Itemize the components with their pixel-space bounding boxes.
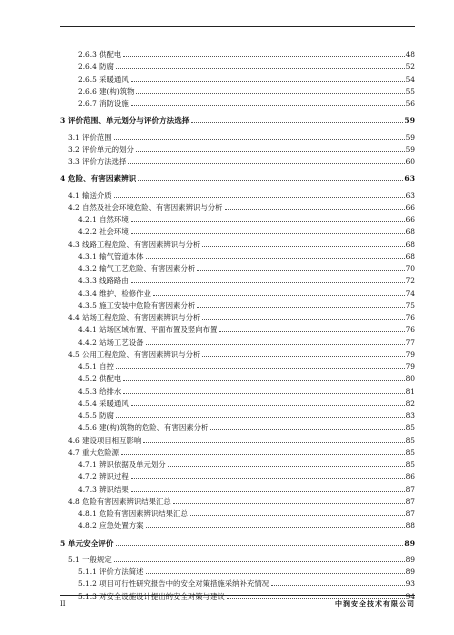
toc-dot-leader bbox=[131, 233, 405, 234]
toc-dot-leader bbox=[123, 56, 404, 57]
toc-entry[interactable] bbox=[78, 371, 415, 383]
toc-entry[interactable] bbox=[78, 359, 415, 371]
toc-entry-page: 59 bbox=[405, 144, 415, 154]
toc-entry-page: 85 bbox=[405, 423, 415, 433]
toc-entry[interactable] bbox=[68, 445, 415, 457]
toc-entry-label: 4.4.1 站场区域布置、平面布置及竖向布置 bbox=[78, 325, 218, 335]
toc-entry-page: 56 bbox=[405, 99, 415, 108]
toc-entry-page: 68 bbox=[405, 227, 415, 237]
toc-entry[interactable] bbox=[78, 506, 415, 518]
toc-entry[interactable] bbox=[68, 142, 415, 154]
toc-entry-page: 94 bbox=[405, 591, 415, 601]
toc-entry[interactable] bbox=[78, 47, 415, 59]
toc-entry[interactable] bbox=[78, 261, 415, 273]
toc-entry-label: 4.7.1 辨识依据及单元划分 bbox=[78, 460, 166, 469]
toc-entry-page: 93 bbox=[405, 579, 415, 589]
toc-dot-leader bbox=[131, 282, 405, 283]
toc-entry-page: 87 bbox=[405, 484, 415, 494]
toc-entry-label: 2.6.3 供配电 bbox=[78, 50, 122, 59]
toc-entry-label: 4.5.1 自控 bbox=[78, 362, 114, 371]
toc-entry-page: 59 bbox=[404, 116, 415, 126]
toc-dot-leader bbox=[173, 503, 405, 504]
toc-entry[interactable] bbox=[68, 237, 415, 249]
toc-entry-label: 3.3 评价方法选择 bbox=[68, 157, 127, 166]
toc-entry-page: 68 bbox=[405, 251, 415, 261]
toc-entry-label: 4.7 重大危险源 bbox=[68, 447, 120, 457]
toc-entry-page: 80 bbox=[405, 374, 415, 384]
toc-entry-label: 4 危险、有害因素辨识 bbox=[60, 174, 137, 184]
toc-entry-label: 4.5.4 采暖通风 bbox=[78, 398, 129, 408]
toc-entry-label: 5.1 一般规定 bbox=[68, 554, 112, 564]
toc-entry-page: 86 bbox=[405, 472, 415, 482]
toc-dot-leader bbox=[114, 561, 405, 562]
toc-entry[interactable] bbox=[78, 322, 415, 334]
toc-dot-leader bbox=[210, 429, 404, 430]
toc-entry-label: 4.3.1 输气管道本体 bbox=[78, 251, 144, 261]
toc-entry-label: 2.6.5 采暖通风 bbox=[78, 74, 129, 84]
toc-entry[interactable] bbox=[78, 96, 415, 108]
toc-entry-label: 4.5.3 给排水 bbox=[78, 386, 122, 396]
toc-entry-page: 66 bbox=[405, 215, 415, 224]
toc-entry-page: 85 bbox=[405, 460, 415, 469]
toc-entry-page: 68 bbox=[405, 239, 415, 249]
toc-entry-label: 4.7.3 辨识结果 bbox=[78, 484, 129, 494]
toc-dot-leader bbox=[121, 454, 405, 455]
toc-entry-label: 5 单元安全评价 bbox=[60, 538, 114, 548]
toc-entry[interactable] bbox=[78, 273, 415, 285]
toc-entry[interactable] bbox=[78, 249, 415, 261]
toc-entry-label: 3.2 评价单元的划分 bbox=[68, 144, 134, 154]
toc-entry-page: 72 bbox=[405, 276, 415, 286]
toc-entry-label: 4.3.2 输气工艺危险、有害因素分析 bbox=[78, 264, 196, 273]
toc-entry-page: 59 bbox=[405, 132, 415, 142]
toc-dot-leader bbox=[219, 331, 404, 332]
footer-company: 中润安全技术有限公司 bbox=[335, 599, 415, 608]
toc-entry[interactable] bbox=[68, 130, 415, 142]
toc-entry-label: 4.8.1 危险有害因素辨识结果汇总 bbox=[78, 509, 188, 518]
toc-entry-page: 89 bbox=[405, 554, 415, 564]
toc-entry-page: 81 bbox=[405, 386, 415, 396]
toc-entry-label: 4.1 输送介质 bbox=[68, 190, 112, 200]
toc-entry-page: 74 bbox=[405, 288, 415, 298]
toc-dot-leader bbox=[143, 442, 404, 443]
toc-entry-label: 4.5.2 供配电 bbox=[78, 374, 122, 384]
toc-dot-leader bbox=[136, 93, 404, 94]
toc-dot-leader bbox=[114, 139, 405, 140]
toc-entry-page: 77 bbox=[405, 337, 415, 347]
toc-entry-page: 79 bbox=[405, 349, 415, 359]
toc-dot-leader bbox=[131, 405, 405, 406]
toc-entry[interactable] bbox=[78, 298, 415, 310]
toc-dot-leader bbox=[116, 368, 405, 369]
toc-dot-leader bbox=[136, 151, 405, 152]
toc-dot-leader bbox=[116, 417, 405, 418]
toc-entry-label: 4.2.2 社会环境 bbox=[78, 227, 129, 237]
toc-entry-label: 5.1.1 评价方法简述 bbox=[78, 567, 144, 576]
toc-dot-leader bbox=[271, 585, 404, 586]
toc-entry-label: 4.6 建设项目相互影响 bbox=[68, 435, 142, 445]
toc-entry-page: 63 bbox=[404, 174, 415, 184]
toc-entry-label: 2.6.6 建(构)筑物 bbox=[78, 86, 135, 96]
toc-dot-leader bbox=[168, 466, 405, 467]
toc-dot-leader bbox=[138, 180, 403, 181]
toc-entry-label: 4.5.6 建(构)筑物的危险、有害因素分析 bbox=[78, 423, 209, 433]
toc-entry-label: 4.8.2 应急处置方案 bbox=[78, 521, 144, 531]
toc-entry[interactable] bbox=[78, 59, 415, 71]
toc-entry[interactable] bbox=[68, 347, 415, 359]
toc-dot-leader bbox=[131, 491, 405, 492]
page-footer bbox=[60, 598, 415, 610]
toc-entry-label: 4.5.5 防腐 bbox=[78, 411, 114, 420]
toc-entry-label: 4.3.3 线路路由 bbox=[78, 276, 129, 286]
toc-dot-leader bbox=[190, 515, 405, 516]
toc-entry-page: 85 bbox=[405, 435, 415, 445]
toc-entry-label: 5.1.2 项目可行性研究报告中的安全对策措施采纳补充情况 bbox=[78, 579, 270, 589]
toc-entry[interactable] bbox=[78, 396, 415, 408]
toc-entry-label: 4.8 危险有害因素辨识结果汇总 bbox=[68, 496, 171, 506]
toc-entry[interactable] bbox=[60, 113, 415, 125]
toc-dot-leader bbox=[202, 246, 404, 247]
toc-dot-leader bbox=[123, 393, 404, 394]
toc-entry-label: 5.1.3 对安全设施设计提出的安全对策与建议 bbox=[78, 591, 225, 601]
toc-entry-label: 4.3 线路工程危险、有害因素辨识与分析 bbox=[68, 239, 201, 249]
toc-dot-leader bbox=[131, 221, 405, 222]
toc-entry-page: 89 bbox=[405, 567, 415, 576]
header-rule bbox=[60, 26, 415, 27]
toc-entry-label: 4.5 公用工程危险、有害因素辨识与分析 bbox=[68, 349, 201, 359]
footer-rule bbox=[60, 595, 415, 596]
toc-entry[interactable] bbox=[68, 494, 415, 506]
toc-entry[interactable] bbox=[68, 310, 415, 322]
toc-entry-page: 76 bbox=[405, 313, 415, 322]
toc-entry[interactable] bbox=[78, 469, 415, 481]
toc-dot-leader bbox=[116, 68, 405, 69]
toc-dot-leader bbox=[153, 295, 405, 296]
toc-entry-page: 87 bbox=[405, 496, 415, 506]
toc-entry[interactable] bbox=[60, 536, 415, 548]
toc-entry[interactable] bbox=[78, 224, 415, 236]
toc-entry-page: 83 bbox=[405, 411, 415, 420]
toc-entry-page: 87 bbox=[405, 509, 415, 518]
toc-dot-leader bbox=[131, 478, 405, 479]
toc-entry[interactable] bbox=[78, 212, 415, 224]
toc-entry[interactable] bbox=[78, 518, 415, 530]
toc-dot-leader bbox=[114, 197, 405, 198]
toc-dot-leader bbox=[146, 344, 405, 345]
toc-entry[interactable] bbox=[78, 286, 415, 298]
toc-dot-leader bbox=[202, 356, 404, 357]
toc-entry[interactable] bbox=[78, 482, 415, 494]
toc-dot-leader bbox=[116, 545, 404, 546]
toc-entry-page: 55 bbox=[405, 86, 415, 96]
toc-entry-label: 2.6.7 消防设施 bbox=[78, 99, 129, 108]
toc-entry-page: 66 bbox=[405, 202, 415, 212]
toc-entry-page: 63 bbox=[405, 190, 415, 200]
toc-dot-leader bbox=[225, 209, 405, 210]
toc-entry[interactable] bbox=[78, 84, 415, 96]
toc-entry[interactable] bbox=[68, 200, 415, 212]
toc-entry-label: 3.1 评价范围 bbox=[68, 132, 112, 142]
footer-page-number: II bbox=[60, 600, 66, 608]
toc-entry[interactable] bbox=[68, 433, 415, 445]
toc-entry[interactable] bbox=[78, 457, 415, 469]
toc-entry-label: 4.7.2 辨识过程 bbox=[78, 472, 129, 482]
toc-entry[interactable] bbox=[68, 154, 415, 166]
toc-entry[interactable] bbox=[78, 420, 415, 432]
toc-entry-page: 79 bbox=[405, 362, 415, 371]
toc-dot-leader bbox=[146, 258, 405, 259]
toc-entry[interactable] bbox=[78, 576, 415, 588]
toc-entry[interactable] bbox=[68, 188, 415, 200]
toc-entry-page: 76 bbox=[405, 325, 415, 335]
toc-dot-leader bbox=[197, 307, 404, 308]
toc-entry[interactable] bbox=[78, 408, 415, 420]
toc-entry[interactable] bbox=[78, 335, 415, 347]
toc-dot-leader bbox=[131, 105, 405, 106]
toc-entry-page: 70 bbox=[405, 264, 415, 273]
toc-entry[interactable] bbox=[78, 564, 415, 576]
toc-entry-label: 4.3.5 施工安装中危险有害因素分析 bbox=[78, 300, 196, 310]
toc-dot-leader bbox=[146, 573, 405, 574]
toc-entry[interactable] bbox=[60, 171, 415, 183]
toc-entry[interactable] bbox=[78, 72, 415, 84]
toc-entry-label: 4.3.4 维护、检修作业 bbox=[78, 288, 151, 298]
toc-entry[interactable] bbox=[68, 552, 415, 564]
toc-entry-label: 4.2 自然及社会环境危险、有害因素辨识与分析 bbox=[68, 202, 223, 212]
toc-entry-page: 89 bbox=[404, 538, 415, 548]
toc-entry-page: 75 bbox=[405, 300, 415, 310]
toc-dot-leader bbox=[191, 122, 403, 123]
toc-entry-page: 82 bbox=[405, 398, 415, 408]
toc-entry-page: 60 bbox=[405, 157, 415, 166]
toc-entry-label: 2.6.4 防腐 bbox=[78, 62, 114, 72]
toc-entry-label: 4.2.1 自然环境 bbox=[78, 215, 129, 224]
toc-dot-leader bbox=[146, 527, 405, 528]
toc-dot-leader bbox=[131, 81, 405, 82]
toc-entry-label: 3 评价范围、单元划分与评价方法选择 bbox=[60, 116, 190, 126]
toc-dot-leader bbox=[197, 270, 404, 271]
toc-entry-page: 48 bbox=[405, 50, 415, 59]
toc-entry-page: 88 bbox=[405, 521, 415, 531]
toc-dot-leader bbox=[202, 319, 404, 320]
toc-entry-label: 4.4.2 站场工艺设备 bbox=[78, 337, 144, 347]
toc-dot-leader bbox=[128, 163, 404, 164]
toc-dot-leader bbox=[123, 380, 404, 381]
toc-entry-label: 4.4 站场工程危险、有害因素辨识与分析 bbox=[68, 313, 201, 322]
toc-entry[interactable] bbox=[78, 384, 415, 396]
toc-entry-page: 52 bbox=[405, 62, 415, 72]
toc-entry-page: 54 bbox=[405, 74, 415, 84]
toc-entry-page: 85 bbox=[405, 447, 415, 457]
